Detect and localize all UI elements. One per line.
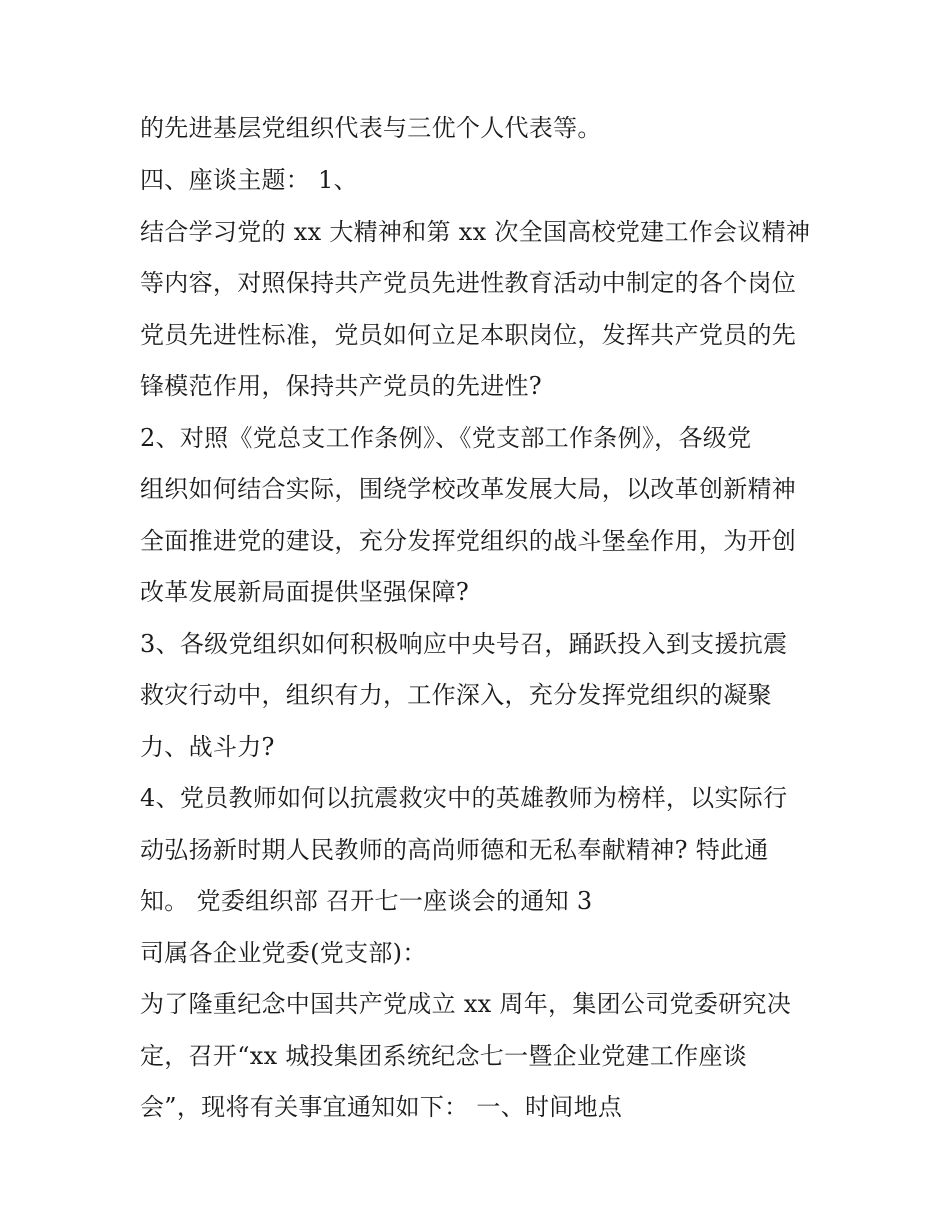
text-line: 救灾行动中，组织有力，工作深入，充分发挥党组织的凝聚	[140, 681, 772, 709]
text-line: 全面推进党的建设，充分发挥党组织的战斗堡垒作用，为开创	[140, 527, 797, 555]
text-line: 2、对照《党总支工作条例》、《党支部工作条例》，各级党	[140, 424, 752, 452]
text-line: 3、各级党组织如何积极响应中央号召，踊跃投入到支援抗震	[140, 630, 788, 658]
text-line: 为了隆重纪念中国共产党成立 xx 周年，集团公司党委研究决	[140, 990, 792, 1018]
text-line: 改革发展新局面提供坚强保障?	[140, 578, 470, 606]
text-line: 司属各企业党委(党支部)：	[140, 939, 427, 967]
text-line: 知。 党委组织部 召开七一座谈会的通知 3	[140, 887, 593, 915]
text-line: 定，召开“xx 城投集团系统纪念七一暨企业党建工作座谈	[140, 1042, 748, 1070]
text-line: 锋模范作用，保持共产党员的先进性?	[140, 372, 542, 400]
text-line: 会”，现将有关事宜通知如下： 一、时间地点	[140, 1093, 623, 1121]
text-line: 结合学习党的 xx 大精神和第 xx 次全国高校党建工作会议精神	[140, 218, 811, 246]
text-line: 的先进基层党组织代表与三优个人代表等。	[140, 114, 602, 142]
text-line: 力、战斗力?	[140, 733, 275, 761]
text-line: 党员先进性标准，党员如何立足本职岗位，发挥共产党员的先	[140, 321, 797, 349]
text-line: 四、座谈主题： 1、	[140, 166, 358, 194]
text-line: 等内容，对照保持共产党员先进性教育活动中制定的各个岗位	[140, 269, 797, 297]
text-line: 动弘扬新时期人民教师的高尚师德和无私奉献精神? 特此通	[140, 836, 769, 864]
text-line: 组织如何结合实际，围绕学校改革发展大局，以改革创新精神	[140, 475, 797, 503]
text-line: 4、党员教师如何以抗震救灾中的英雄教师为榜样，以实际行	[140, 784, 788, 812]
